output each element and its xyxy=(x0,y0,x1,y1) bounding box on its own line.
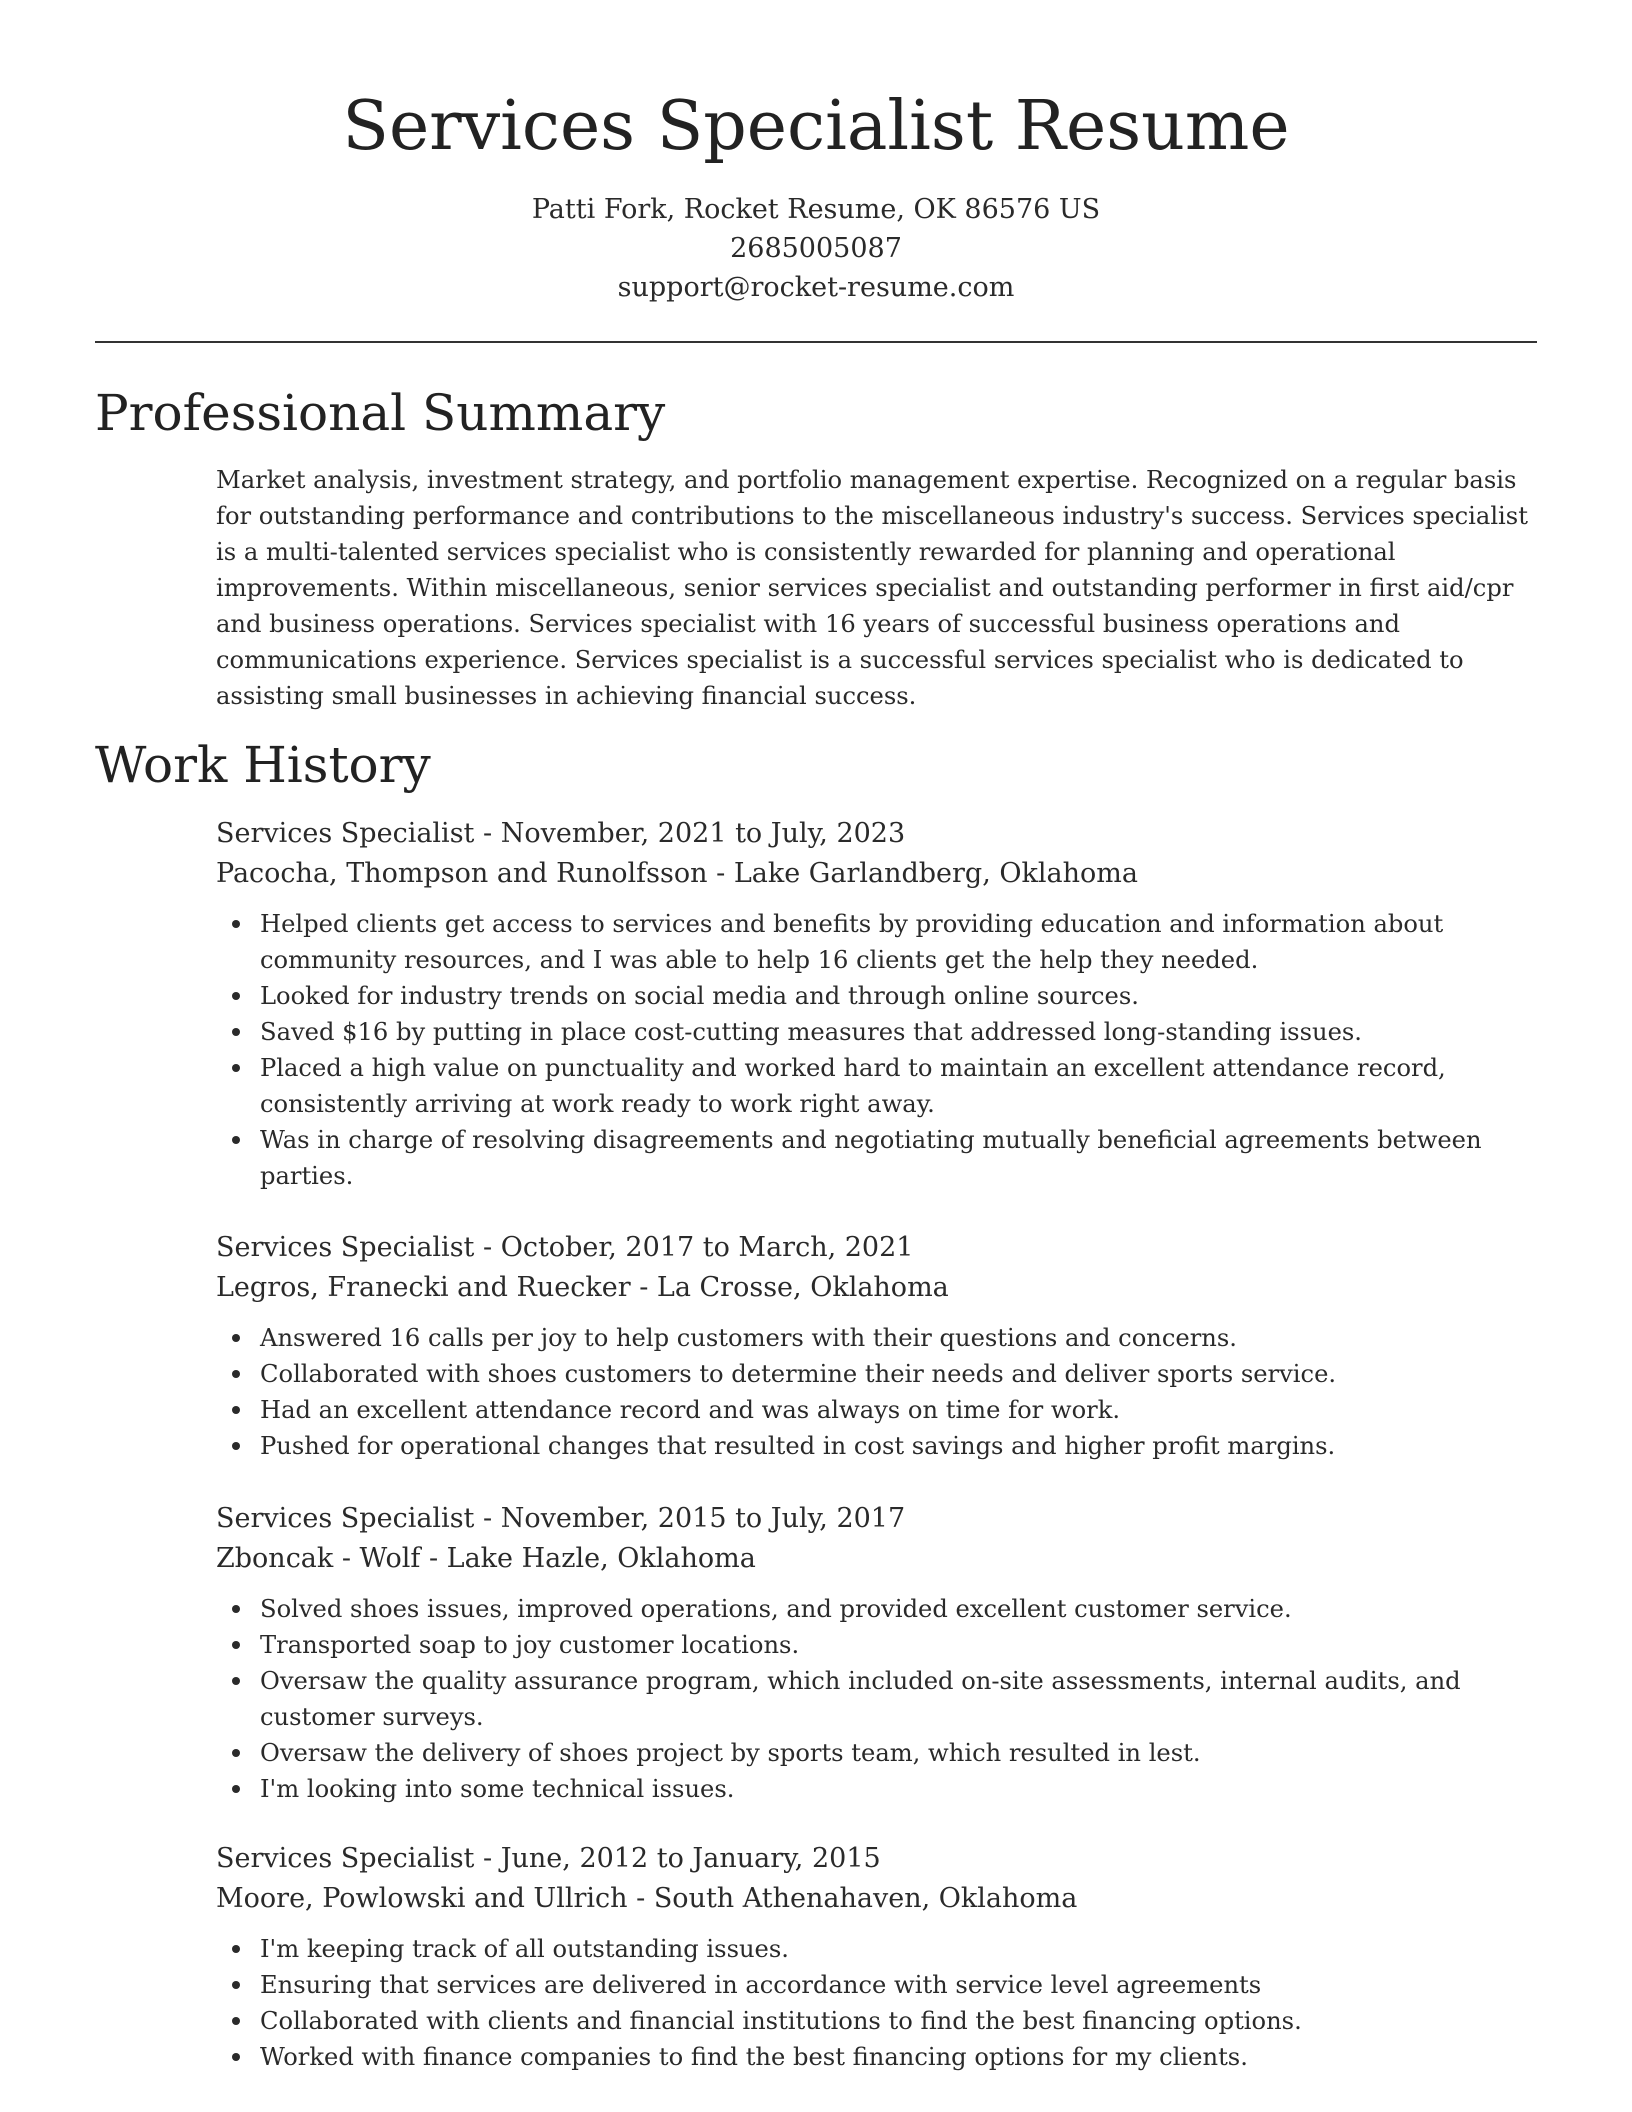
contact-address: Patti Fork, Rocket Resume, OK 86576 US xyxy=(531,194,1101,225)
job-title-line: Services Specialist - November, 2015 to July, 2017 xyxy=(216,1503,906,1534)
bullet-dot-icon xyxy=(232,1677,240,1685)
job-dates: November, 2021 to July, 2023 xyxy=(500,818,906,849)
job-title-line: Services Specialist - June, 2012 to January, 2015 xyxy=(216,1843,881,1874)
job-title: Services Specialist xyxy=(216,1503,475,1534)
job-title-line: Services Specialist - October, 2017 to March, 2021 xyxy=(216,1232,914,1263)
bullet-dot-icon xyxy=(232,1028,240,1036)
bullet-dot-icon xyxy=(232,1945,240,1953)
job-bullet-text: Worked with finance companies to find the best financing options for my clients. xyxy=(260,2043,1248,2071)
bullet-dot-icon xyxy=(232,992,240,1000)
job-bullet-text: Helped clients get access to services and benefits by providing education and information about community resources, and I was able to help 16 clients get the help they needed. xyxy=(260,910,1444,974)
job-bullet xyxy=(260,978,1546,1014)
job-bullet-text: Was in charge of resolving disagreements and negotiating mutually beneficial agreements between parties. xyxy=(260,1126,1482,1190)
job-bullet xyxy=(260,1392,1546,1428)
job-bullet-text: I'm looking into some technical issues. xyxy=(260,1775,735,1803)
bullet-dot-icon xyxy=(232,1641,240,1649)
bullet-dot-icon xyxy=(232,1406,240,1414)
bullet-dot-icon xyxy=(232,1370,240,1378)
job-bullet xyxy=(260,2039,1546,2075)
job-company: Pacocha, Thompson and Runolfsson xyxy=(216,858,708,889)
job-company-line: Moore, Powlowski and Ullrich - South Athenahaven, Oklahoma xyxy=(216,1883,1078,1914)
bullet-dot-icon xyxy=(232,1749,240,1757)
job-bullet-text: Ensuring that services are delivered in accordance with service level agreements xyxy=(260,1971,1262,1999)
job-bullet-text: Oversaw the quality assurance program, which included on-site assessments, internal audits, and customer surveys. xyxy=(260,1667,1461,1731)
job-bullet xyxy=(260,1050,1546,1122)
job-bullet xyxy=(260,1931,1546,1967)
job-dates: June, 2012 to January, 2015 xyxy=(500,1843,881,1874)
job-bullet xyxy=(260,1591,1546,1627)
header-divider xyxy=(95,341,1537,343)
job-entry xyxy=(216,1499,1546,1807)
job-dates: November, 2015 to July, 2017 xyxy=(500,1503,906,1534)
contact-phone: 2685005087 xyxy=(730,233,902,264)
job-bullet xyxy=(260,1356,1546,1392)
job-bullet xyxy=(260,1320,1546,1356)
job-location: South Athenahaven, Oklahoma xyxy=(653,1883,1078,1914)
job-location: La Crosse, Oklahoma xyxy=(656,1272,949,1303)
job-bullet-text: Collaborated with shoes customers to determine their needs and deliver sports service. xyxy=(260,1360,1337,1388)
job-bullet xyxy=(260,1771,1546,1807)
job-bullet xyxy=(260,1014,1546,1050)
resume-title: Services Specialist Resume xyxy=(342,87,1290,166)
job-bullets xyxy=(216,906,1546,1194)
job-bullet xyxy=(260,906,1546,978)
contact-email: support@rocket-resume.com xyxy=(617,272,1015,303)
job-bullet-text: Saved $16 by putting in place cost-cutting measures that addressed long-standing issues. xyxy=(260,1018,1362,1046)
bullet-dot-icon xyxy=(232,1785,240,1793)
bullet-dot-icon xyxy=(232,1334,240,1342)
job-bullet-text: Solved shoes issues, improved operations, and provided excellent customer service. xyxy=(260,1595,1292,1623)
job-company-line: Legros, Franecki and Ruecker - La Crosse, Oklahoma xyxy=(216,1272,949,1303)
job-bullet xyxy=(260,1663,1546,1735)
job-company: Moore, Powlowski and Ullrich xyxy=(216,1883,628,1914)
job-title: Services Specialist xyxy=(216,1843,475,1874)
bullet-dot-icon xyxy=(232,1136,240,1144)
job-location: Lake Hazle, Oklahoma xyxy=(446,1543,756,1574)
bullet-dot-icon xyxy=(232,1605,240,1613)
contact-block xyxy=(0,190,1632,307)
job-location: Lake Garlandberg, Oklahoma xyxy=(733,858,1138,889)
job-title: Services Specialist xyxy=(216,1232,475,1263)
job-company: Legros, Franecki and Ruecker xyxy=(216,1272,631,1303)
summary-text: Market analysis, investment strategy, and portfolio management expertise. Recognized on a regular basis for outstanding performance and contributions to the miscellaneous industry's success. Services specialist is a multi-talented services specialist who is consistently rewarded for planning and operational improvements. Within miscellaneous, senior services specialist and outstanding performer in first aid/cpr and business operations. Services specialist with 16 years of successful business operations and communications experience. Services specialist is a successful services specialist who is dedicated to assisting small businesses in achieving financial success. xyxy=(216,466,1528,710)
bullet-dot-icon xyxy=(232,1981,240,1989)
job-bullet-text: Placed a high value on punctuality and worked hard to maintain an excellent attendance record, consistently arriving at work ready to work right away. xyxy=(260,1054,1446,1118)
job-bullet-text: Collaborated with clients and financial institutions to find the best financing options. xyxy=(260,2007,1302,2035)
job-bullets xyxy=(216,1931,1546,2075)
bullet-dot-icon xyxy=(232,2017,240,2025)
job-bullet-text: Transported soap to joy customer locations. xyxy=(260,1631,800,1659)
job-company-line: Zboncak - Wolf - Lake Hazle, Oklahoma xyxy=(216,1543,756,1574)
job-bullets xyxy=(216,1320,1546,1464)
job-bullet-text: Had an excellent attendance record and was always on time for work. xyxy=(260,1396,1121,1424)
job-bullet-text: Looked for industry trends on social media and through online sources. xyxy=(260,982,1139,1010)
job-entry xyxy=(216,1228,1546,1464)
job-bullet xyxy=(260,1627,1546,1663)
job-bullet-text: I'm keeping track of all outstanding issues. xyxy=(260,1935,789,1963)
job-entry xyxy=(216,1839,1546,2075)
job-bullet xyxy=(260,1122,1546,1194)
job-title-line: Services Specialist - November, 2021 to July, 2023 xyxy=(216,818,906,849)
job-bullets xyxy=(216,1591,1546,1807)
bullet-dot-icon xyxy=(232,2053,240,2061)
job-bullet xyxy=(260,1428,1546,1464)
job-bullet xyxy=(260,2003,1546,2039)
job-company-line: Pacocha, Thompson and Runolfsson - Lake Garlandberg, Oklahoma xyxy=(216,858,1138,889)
bullet-dot-icon xyxy=(232,1442,240,1450)
job-bullet xyxy=(260,1735,1546,1771)
job-title: Services Specialist xyxy=(216,818,475,849)
job-bullet-text: Answered 16 calls per joy to help customers with their questions and concerns. xyxy=(260,1324,1237,1352)
job-company: Zboncak - Wolf xyxy=(216,1543,421,1574)
bullet-dot-icon xyxy=(232,920,240,928)
job-bullet xyxy=(260,1967,1546,2003)
bullet-dot-icon xyxy=(232,1064,240,1072)
job-bullet-text: Oversaw the delivery of shoes project by sports team, which resulted in lest. xyxy=(260,1739,1201,1767)
work-history-heading: Work History xyxy=(95,736,431,794)
job-dates: October, 2017 to March, 2021 xyxy=(500,1232,914,1263)
job-bullet-text: Pushed for operational changes that resulted in cost savings and higher profit margins. xyxy=(260,1432,1336,1460)
job-entry xyxy=(216,814,1546,1194)
summary-heading: Professional Summary xyxy=(95,384,666,442)
